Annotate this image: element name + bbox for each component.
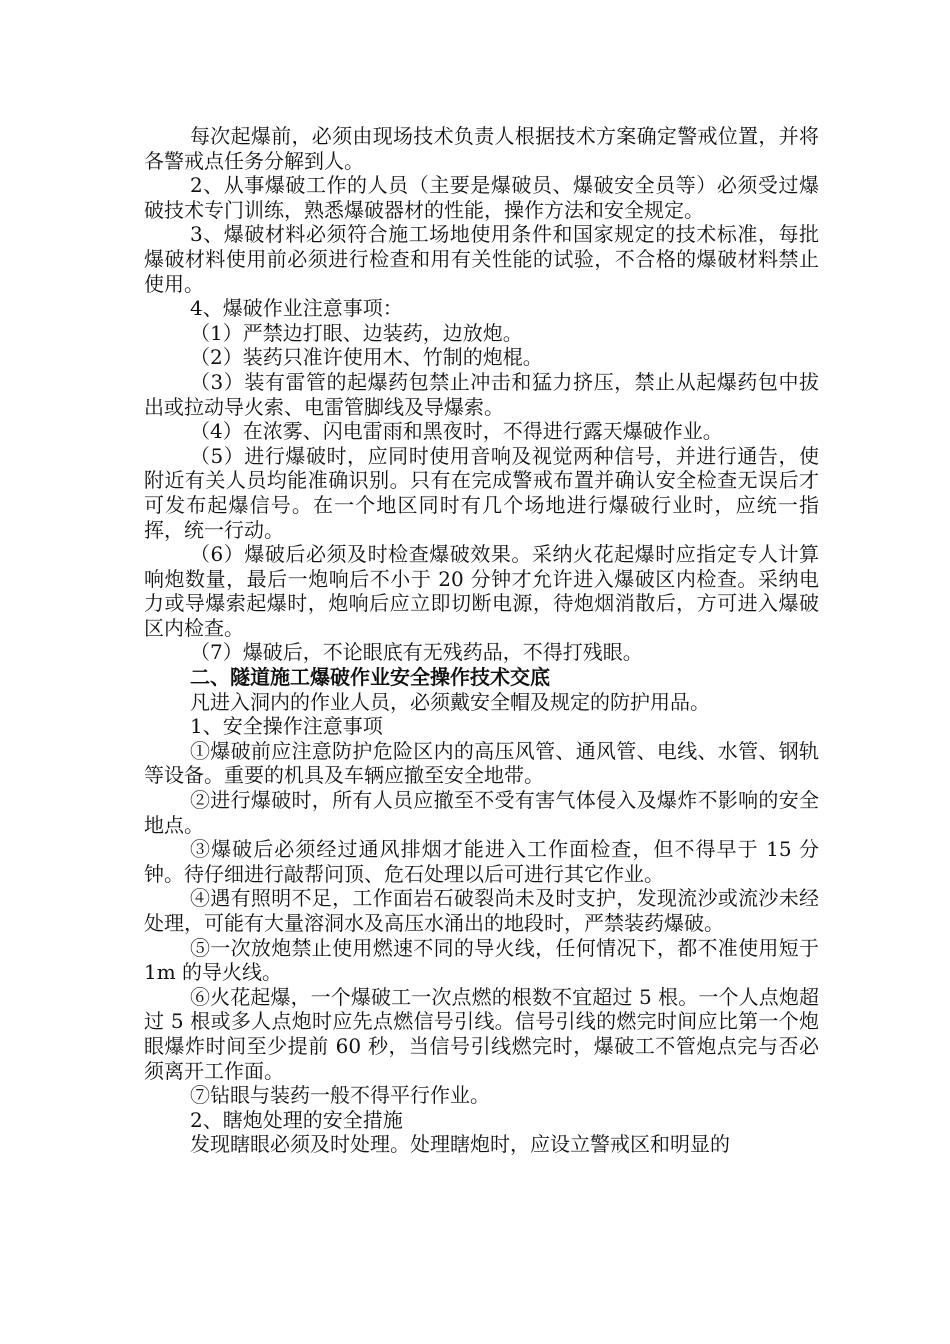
circled-item-3: ③爆破后必须经过通风排烟才能进入工作面检查，但不得早于 15 分钟。待仔细进行敲帮问顶、危石处理以后可进行其它作业。 bbox=[144, 837, 819, 886]
subsection-title-safety-operation: 1、安全操作注意事项 bbox=[190, 714, 383, 739]
list-item-4: （4）在浓雾、闪电雷雨和黑夜时，不得进行露天爆破作业。 bbox=[190, 419, 723, 444]
section-heading-tunnel-blasting: 二、隧道施工爆破作业安全操作技术交底 bbox=[190, 665, 550, 690]
circled-item-2: ②进行爆破时，所有人员应撤至不受有害气体侵入及爆炸不影响的安全地点。 bbox=[144, 788, 819, 837]
list-item-7: （7）爆破后，不论眼底有无残药品，不得打残眼。 bbox=[190, 640, 643, 665]
list-item-5: （5）进行爆破时，应同时使用音响及视觉两种信号，并进行通告，使附近有关人员均能准确识别。只有在完成警戒布置并确认安全检查无误后才可发布起爆信号。在一个地区同时有几个场地进行爆破行业时，应统一指挥，统一行动。 bbox=[144, 443, 819, 542]
list-item-3: （3）装有雷管的起爆药包禁止冲击和猛力挤压，禁止从起爆药包中拔出或拉动导火索、电雷管脚线及导爆索。 bbox=[144, 369, 819, 419]
paragraph-warning-positions: 每次起爆前，必须由现场技术负责人根据技术方案确定警戒位置，并将各警戒点任务分解到人。 bbox=[144, 124, 819, 173]
paragraph-safety-helmet: 凡进入洞内的作业人员，必须戴安全帽及规定的防护用品。 bbox=[190, 689, 710, 714]
document-body bbox=[144, 124, 819, 1157]
subsection-title-misfire-handling: 2、瞎炮处理的安全措施 bbox=[190, 1107, 403, 1132]
circled-item-1: ①爆破前应注意防护危险区内的高压风管、通风管、电线、水管、钢轨等设备。重要的机具及车辆应撤至安全地带。 bbox=[144, 738, 819, 788]
circled-item-6: ⑥火花起爆，一个爆破工一次点燃的根数不宜超过 5 根。一个人点炮超过 5 根或多人点炮时应先点燃信号引线。信号引线的燃完时间应比第一个炮眼爆炸时间至少提前 60 秒，当信号引线燃完时，爆破工不管炮点完与否必须离开工作面。 bbox=[144, 984, 819, 1083]
paragraph-operation-notes-title: 4、爆破作业注意事项： bbox=[190, 296, 403, 321]
paragraph-misfire-handling: 发现瞎眼必须及时处理。处理瞎炮时，应设立警戒区和明显的 bbox=[190, 1132, 730, 1157]
paragraph-material-standards: 3、爆破材料必须符合施工场地使用条件和国家规定的技术标准，每批爆破材料使用前必须进行检查和用有关性能的试验，不合格的爆破材料禁止使用。 bbox=[144, 222, 819, 296]
list-item-2: （2）装药只准许使用木、竹制的炮棍。 bbox=[190, 345, 543, 370]
circled-item-4: ④遇有照明不足，工作面岩石破裂尚未及时支护，发现流沙或流沙未经处理，可能有大量溶洞水及高压水涌出的地段时，严禁装药爆破。 bbox=[144, 886, 819, 935]
circled-item-7: ⑦钻眼与装药一般不得平行作业。 bbox=[190, 1083, 490, 1108]
list-item-6: （6）爆破后必须及时检查爆破效果。采纳火花起爆时应指定专人计算响炮数量，最后一炮响后不小于 20 分钟才允许进入爆破区内检查。采纳电力或导爆索起爆时，炮响后应立即切断电源，待炮烟消散后，方可进入爆破区内检查。 bbox=[144, 542, 819, 640]
circled-item-5: ⑤一次放炮禁止使用燃速不同的导火线，任何情况下，都不准使用短于 1m 的导火线。 bbox=[144, 935, 819, 985]
paragraph-personnel-training: 2、从事爆破工作的人员（主要是爆破员、爆破安全员等）必须受过爆破技术专门训练，熟悉爆破器材的性能，操作方法和安全规定。 bbox=[144, 173, 819, 222]
list-item-1: （1）严禁边打眼、边装药，边放炮。 bbox=[190, 320, 523, 345]
